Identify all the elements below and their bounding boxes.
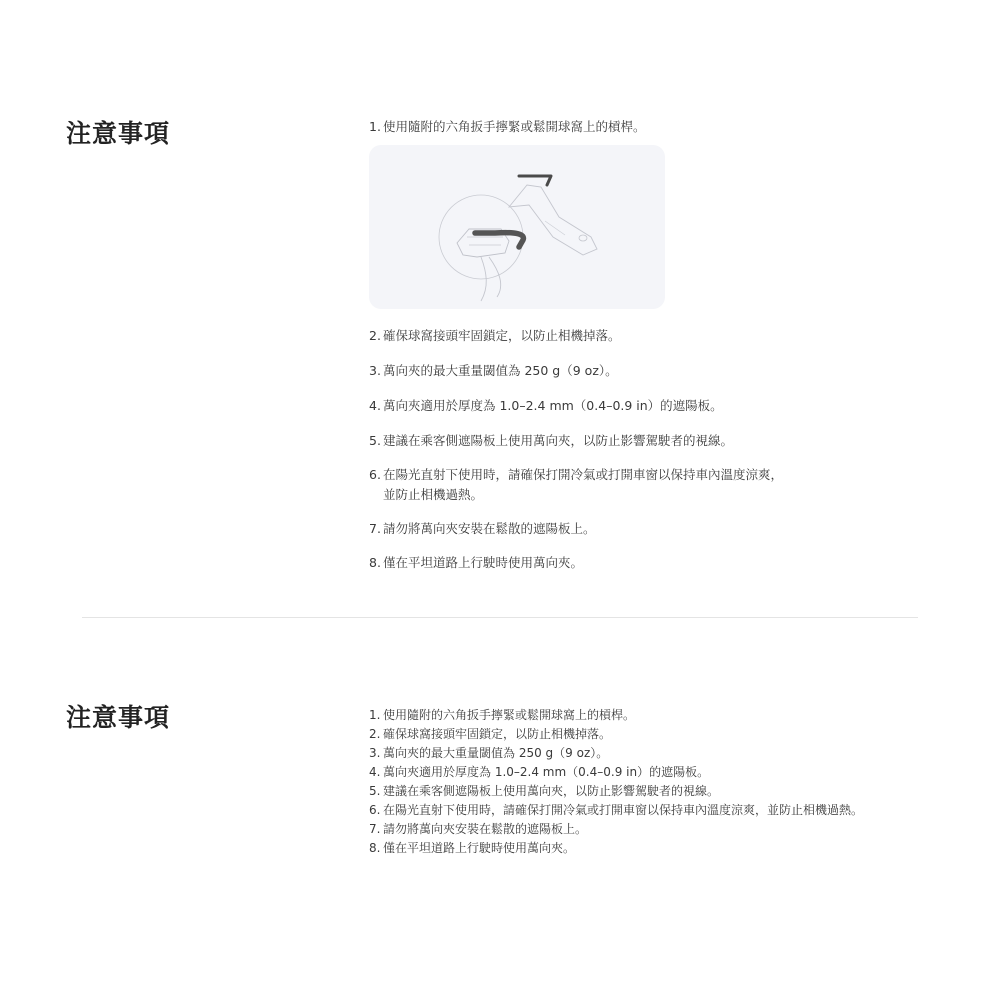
hex-wrench-small: [519, 176, 551, 185]
list-item: [369, 801, 929, 820]
section-heading-bottom: 注意事項: [66, 703, 171, 732]
list-item: [369, 706, 929, 725]
item-text: 建議在乘客側遮陽板上使用萬向夾，以防止影響駕駛者的視線。: [383, 433, 734, 448]
item-number: 7.: [369, 822, 381, 836]
list-item: [369, 519, 789, 539]
hex-wrench-illustration: [369, 145, 665, 309]
item-text: 僅在平坦道路上行駛時使用萬向夾。: [383, 841, 576, 855]
item-text: 請勿將萬向夾安裝在鬆散的遮陽板上。: [383, 822, 588, 836]
item-number: 3.: [369, 363, 381, 378]
item-number: 1.: [369, 119, 381, 134]
item-text: 萬向夾的最大重量閾值為 250 g（9 oz）。: [383, 363, 618, 378]
item-number: 8.: [369, 555, 381, 570]
list-item: [369, 465, 789, 505]
list-item: [369, 839, 929, 858]
mount-wrench-drawing: [369, 145, 665, 309]
item-text: 使用隨附的六角扳手擰緊或鬆開球窩上的槓桿。: [383, 708, 636, 722]
item-number: 7.: [369, 521, 381, 536]
item-text: 在陽光直射下使用時，請確保打開冷氣或打開車窗以保持車內溫度涼爽，並防止相機過熱。: [383, 803, 864, 817]
item-text: 萬向夾適用於厚度為 1.0–2.4 mm（0.4–0.9 in）的遮陽板。: [383, 765, 710, 779]
item-text: 請勿將萬向夾安裝在鬆散的遮陽板上。: [383, 521, 596, 536]
item-text: 萬向夾的最大重量閾值為 250 g（9 oz）。: [383, 746, 609, 760]
item-number: 5.: [369, 784, 381, 798]
item-text: 確保球窩接頭牢固鎖定，以防止相機掉落。: [383, 727, 612, 741]
item-number: 4.: [369, 765, 381, 779]
list-item: [369, 117, 789, 137]
list-item: [369, 326, 789, 346]
item-text: 使用隨附的六角扳手擰緊或鬆開球窩上的槓桿。: [383, 119, 646, 134]
item-text: 建議在乘客側遮陽板上使用萬向夾，以防止影響駕駛者的視線。: [383, 784, 720, 798]
section-divider: [82, 617, 918, 618]
item-number: 8.: [369, 841, 381, 855]
item-number: 1.: [369, 708, 381, 722]
item-text: 萬向夾適用於厚度為 1.0–2.4 mm（0.4–0.9 in）的遮陽板。: [383, 398, 723, 413]
list-item: [369, 361, 789, 381]
list-item: [369, 763, 929, 782]
precautions-list-bottom: [369, 706, 929, 858]
list-item: [369, 431, 789, 451]
item-number: 6.: [369, 467, 381, 482]
item-text: 在陽光直射下使用時，請確保打開冷氣或打開車窗以保持車內溫度涼爽，並防止相機過熱。: [383, 467, 784, 502]
item-number: 6.: [369, 803, 381, 817]
list-item: [369, 396, 789, 416]
item-text: 僅在平坦道路上行駛時使用萬向夾。: [383, 555, 584, 570]
section-heading-top: 注意事項: [66, 119, 171, 148]
list-item: [369, 820, 929, 839]
item-number: 2.: [369, 727, 381, 741]
list-item: [369, 725, 929, 744]
item-number: 4.: [369, 398, 381, 413]
item-number: 5.: [369, 433, 381, 448]
item-number: 3.: [369, 746, 381, 760]
item-text: 確保球窩接頭牢固鎖定，以防止相機掉落。: [383, 328, 621, 343]
list-item: [369, 782, 929, 801]
list-item: [369, 744, 929, 763]
item-number: 2.: [369, 328, 381, 343]
list-item: [369, 553, 789, 573]
